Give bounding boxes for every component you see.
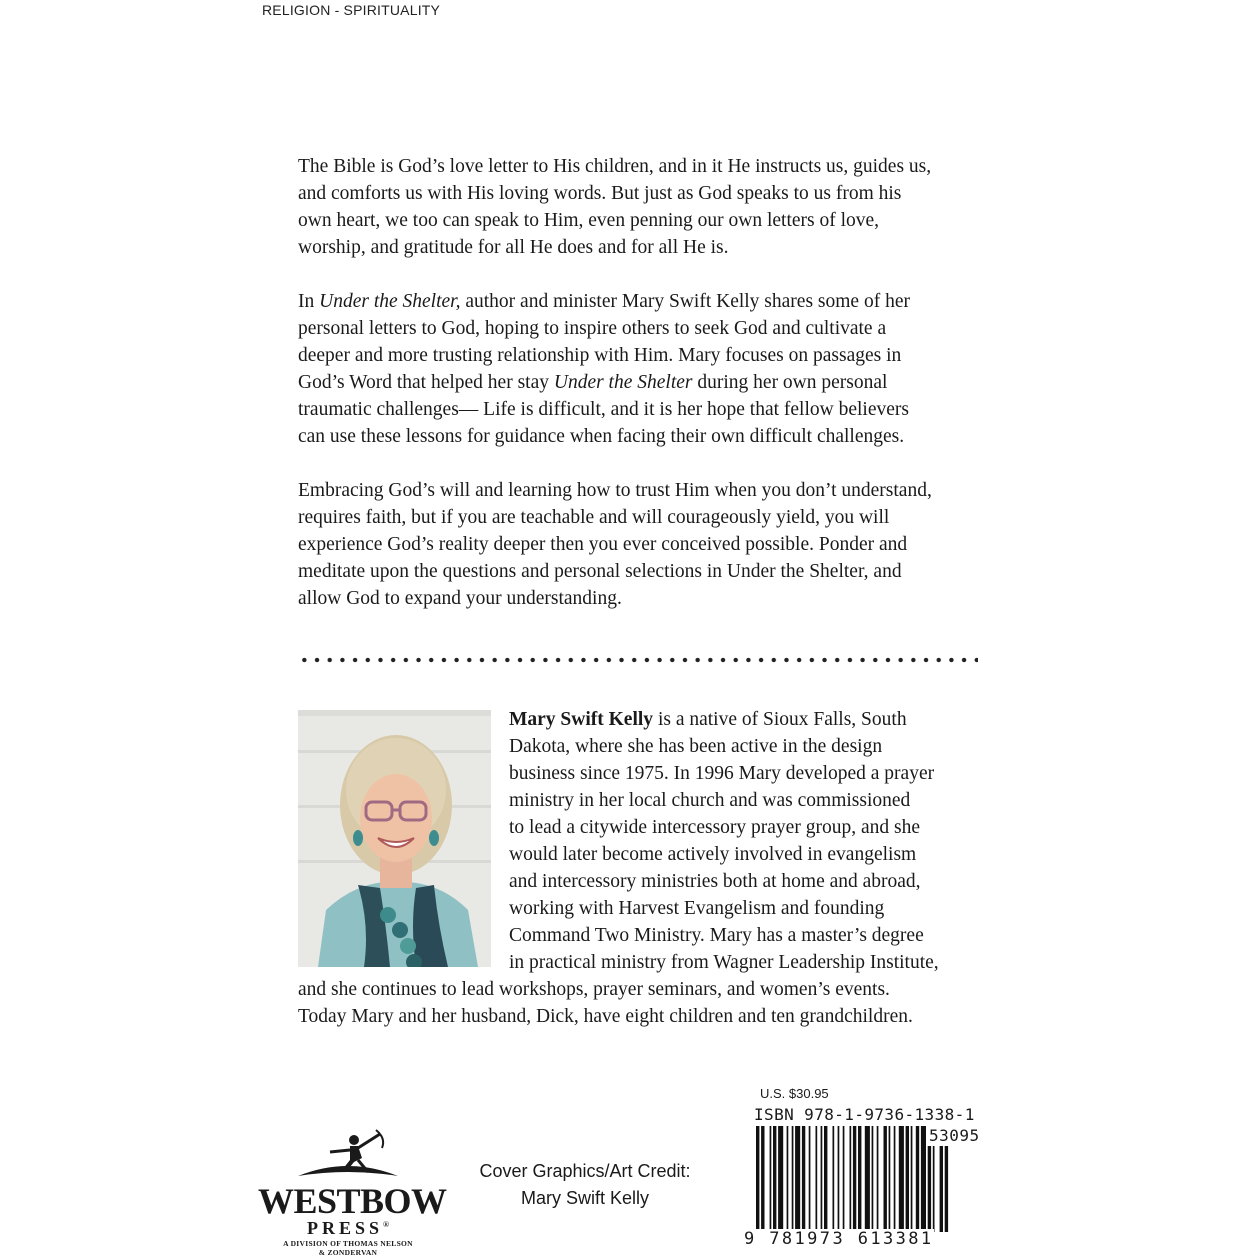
barcode-bar [761,1126,764,1244]
art-credit [470,1158,700,1212]
barcode-bar [773,1126,776,1230]
text-line: working with Harvest Evangelism and founding [509,898,885,919]
text-line: requires faith, but if you are teachable and will courageously yield, you will [298,507,890,528]
description-paragraph-1 [298,153,978,261]
text-line: can use these lessons for guidance when facing their own difficult challenges. [298,426,905,447]
text-line: and intercessory ministries both at home and abroad, [509,871,921,892]
barcode-bar [940,1146,943,1232]
publisher-division: A DIVISION OF THOMAS NELSON [283,1239,413,1248]
credit-name: Mary Swift Kelly [520,1188,650,1208]
text-line: Embracing God’s will and learning how to trust Him when you don’t understand, [298,480,932,501]
text-line: experience God’s reality deeper then you ever conceived possible. Ponder and [298,534,908,555]
text-line: Dakota, where she has been active in the design [509,736,883,757]
text-line: personal letters to God, hoping to inspire others to seek God and cultivate a [298,318,887,339]
barcode-bar [884,1126,887,1230]
text-line: would later become actively involved in evangelism [509,844,917,865]
isbn-label: ISBN 978-1-9736-1338-1 [754,1105,975,1124]
text-line: in practical ministry from Wagner Leadership Institute, [509,952,939,973]
barcode-addon-number: 53095 [929,1126,980,1145]
barcode-bar [945,1146,948,1232]
barcode-bar [816,1126,818,1230]
barcode-bar [906,1126,909,1230]
barcode-bar [916,1126,919,1230]
barcode-bar [795,1126,800,1230]
category-label: RELIGION - SPIRITUALITY [262,2,441,18]
barcode-bar [889,1126,891,1230]
barcode-bar [838,1126,840,1230]
barcode-bar [792,1126,794,1230]
text-line: ministry in her local church and was commissioned [509,790,911,811]
book-title-italic: Under the Shelter [553,372,693,393]
credit-label: Cover Graphics/Art Credit: [479,1161,691,1181]
author-name: Mary Swift Kelly [509,709,654,730]
barcode-bar [770,1126,772,1230]
dotted-divider [298,656,978,664]
barcode-digits: 9 781973 613381 [744,1229,934,1249]
text-line: Mary Swift Kelly is a native of Sioux Falls, South [509,709,907,730]
barcode-bar [853,1126,856,1244]
book-description [298,153,978,639]
text-line: meditate upon the questions and personal selections in Under the Shelter, and [298,561,902,582]
barcode-bar [858,1126,861,1230]
description-paragraph-3 [298,477,978,612]
text-line: Command Two Ministry. Mary has a master’s degree [509,925,924,946]
barcode-bar [872,1126,874,1230]
barcode-bar [821,1126,823,1230]
barcode-bar [809,1126,811,1230]
text-line: traumatic challenges— Life is difficult, and it is her hope that fellow believers [298,399,909,420]
text-line: business since 1975. In 1996 Mary developed a prayer [509,763,935,784]
barcode-bar [894,1126,896,1230]
text-line: and comforts us with His loving words. But just as God speaks to us from his [298,183,902,204]
publisher-name: WESTBOW [258,1181,447,1221]
barcode-bar [899,1126,904,1230]
text-line: allow God to expand your understanding. [298,588,622,609]
barcode-bar [843,1126,845,1230]
barcode-bar [877,1126,879,1230]
barcode-bar [928,1146,931,1232]
barcode-bar [756,1126,759,1244]
barcode-bar [824,1126,827,1230]
text-line: to lead a citywide intercessory prayer group, and she [509,817,920,838]
publisher-division: & ZONDERVAN [318,1248,378,1257]
text-line: In Under the Shelter, author and minister Mary Swift Kelly shares some of her [298,291,910,312]
barcode-bar [933,1146,935,1232]
barcode-bar [911,1126,913,1230]
text-line: God’s Word that helped her stay Under the Shelter during her own personal [298,372,888,393]
barcode-bar [833,1126,835,1230]
price-label: U.S. $30.95 [760,1086,829,1101]
text-line: and she continues to lead workshops, prayer seminars, and women’s events. [298,979,890,1000]
archer-icon [258,1128,438,1180]
barcode-bar [850,1126,852,1230]
publisher-press: PRESS® [306,1218,389,1238]
text-line: deeper and more trusting relationship with Him. Mary focuses on passages in [298,345,902,366]
text-line: own heart, we too can speak to Him, even penning our own letters of love, [298,210,880,231]
author-bio [298,706,978,1030]
description-paragraph-2 [298,288,978,450]
barcode-bar [802,1126,805,1230]
publisher-logo [258,1128,447,1258]
text-line: Today Mary and her husband, Dick, have eight children and ten grandchildren. [298,1006,913,1027]
barcode-bar [787,1126,789,1230]
book-title-italic: Under the Shelter, [319,291,461,312]
text-line: The Bible is God’s love letter to His children, and in it He instructs us, guides us, [298,156,932,177]
barcode-bar [921,1126,926,1230]
text-line: worship, and gratitude for all He does and for all He is. [298,237,729,258]
barcode-bar [865,1126,870,1230]
barcode-bar [778,1126,783,1230]
